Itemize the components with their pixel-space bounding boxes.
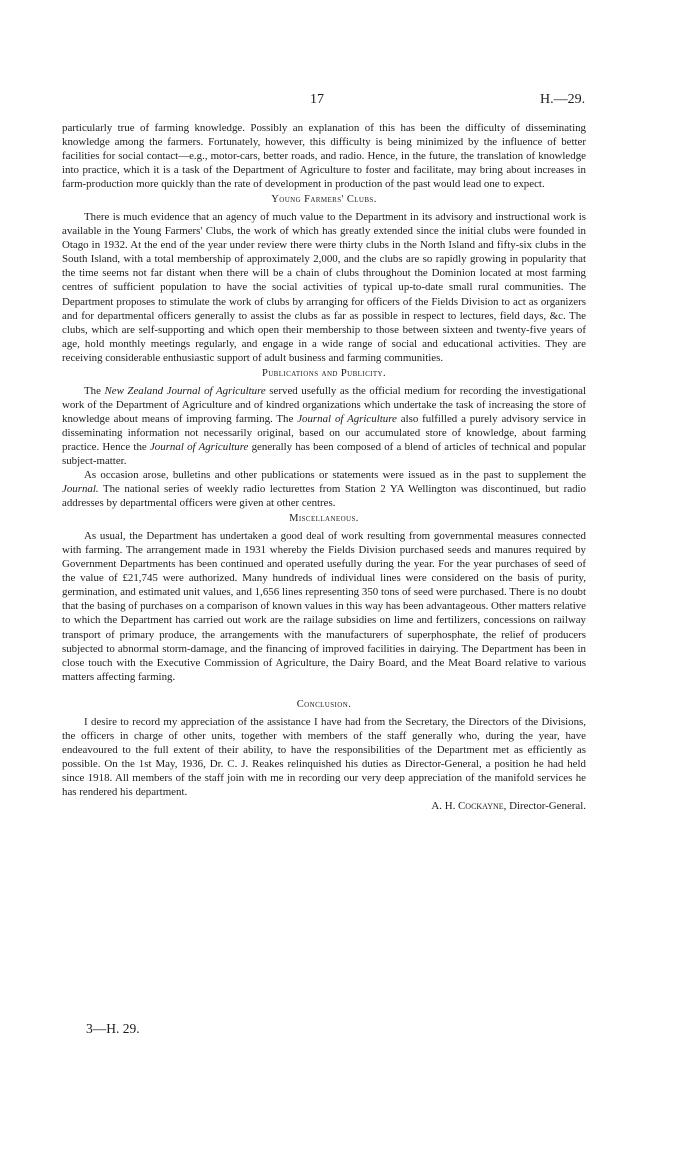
section-heading-publications: Publications and Publicity. [261, 367, 387, 379]
page-number: 17 [310, 92, 324, 107]
signatory-title: , Director-General. [503, 799, 586, 812]
section-heading-miscellaneous: Miscellaneous. [289, 513, 359, 525]
young-farmers-paragraph: There is much evidence that an agency of much value to the Department in its advisory and instructional work is available in the Young Farmers' Clubs, the work of which has greatly extended since the initial clubs were founded in Otago in 1932. At the end of the year under review there were thirty clubs in the North Island and fifty-six clubs in the South Island, with a total membership of approximately 2,000, and the clubs are so rapidly growing in popularity that the time seems not far distant when there will be a chain of clubs throughout the Dominion located at most farming centres of sufficient population to have the social activities of typical up-to-date small rural communities. The Department proposes to stimulate the work of clubs by arranging for officers of the Fields Division to act as organizers and for departmental officers generally to assist the clubs as far as possible in respect to lectures, field days, &c. The clubs, which are self-supporting and which open their membership to those between sixteen and twenty-five years of age, hold monthly meetings regularly, and engage in a wide range of social and educational activities. They are receiving considerable enthusiastic support of adult business and farming communities. [62, 211, 586, 364]
conclusion-paragraph: I desire to record my appreciation of the assistance I have had from the Secretary, the Directors of the Divisions, the officers in charge of other units, together with members of the staff generally who, during the year, have endeavoured to the full extent of their ability, to have the responsibilities of the Department met as efficiently as possible. On the 1st May, 1936, Dr. C. J. Reakes relinquished his duties as Director-General, a position he had held since 1918. All members of the staff join with me in recording our very deep appreciation of the manifold services he has rendered his department. [62, 715, 586, 798]
signatory-name: A. H. Cockayne [431, 799, 504, 812]
signature-mark: 3—H. 29. [86, 1021, 140, 1036]
intro-paragraph: particularly true of farming knowledge. Possibly an explanation of this has been the difficulty of disseminating knowledge among the farmers. Fortunately, however, this difficulty is being minimized by the influence of better facilities for social contact—e.g., motor-cars, better roads, and radio. Hence, in the future, the translation of knowledge into practice, which it is a task of the Department of Agriculture to foster and facilitate, may bring about increases in farm-production more quickly than the rate of development in production of the past would lead one to expect. [62, 122, 586, 191]
publications-paragraph-2: As occasion arose, bulletins and other publications or statements were issued as in the past to supplement the Journal. The national series of weekly radio lecturettes from Station 2 YA Wellington was discontinued, but radio addresses by departmental officers were given at other centres. [62, 469, 586, 510]
miscellaneous-paragraph: As usual, the Department has undertaken a good deal of work resulting from governmental measures connected with farming. The arrangement made in 1931 whereby the Fields Division purchased seeds and manures required by Government Departments has been continued and operated usefully during the year. For the year purchases of seed of the value of £21,745 were authorized. Many hundreds of individual lines were considered on the basis of purity, germination, and estimated unit values, and 1,656 lines representing 350 tons of seed were purchased. There is no doubt that the basing of purchases on a comparison of known values in this way has been advantageous. Other matters relative to which the Department has carried out work are the railage subsidies on lime and fertilizers, concessions on railway transport of primary produce, the arrangements with the manufacturers of superphosphate, the relief of producers subjected to abnormal storm-damage, and the financing of improved facilities in dairying. The Department has been in close touch with the Executive Commission of Agriculture, the Dairy Board, and the Meat Board relative to various matters affecting farming. [62, 530, 586, 683]
signature-line [62, 799, 586, 813]
page-body [62, 121, 586, 813]
section-heading-young-farmers: Young Farmers' Clubs. [271, 194, 377, 206]
section-heading-conclusion: Conclusion. [296, 698, 352, 710]
journal-title: Journal. [62, 483, 99, 496]
journal-title: New Zealand Journal of Agriculture [104, 384, 266, 397]
publications-paragraph-1: The New Zealand Journal of Agriculture served usefully as the official medium for recording the investigational work of the Department of Agriculture and of kindred organizations which undertake the task of increasing the store of knowledge about means of improving farming. The Journal of Agriculture also fulfilled a purely advisory service in disseminating information not necessarily original, based on our accumulated store of knowledge, about farming practice. Hence the Journal of Agriculture generally has been composed of a blend of articles of technical and popular subject-matter. [62, 384, 587, 467]
document-reference: H.—29. [540, 92, 586, 107]
journal-title: Journal of Agriculture [149, 440, 249, 453]
journal-title: Journal of Agriculture [297, 412, 397, 425]
